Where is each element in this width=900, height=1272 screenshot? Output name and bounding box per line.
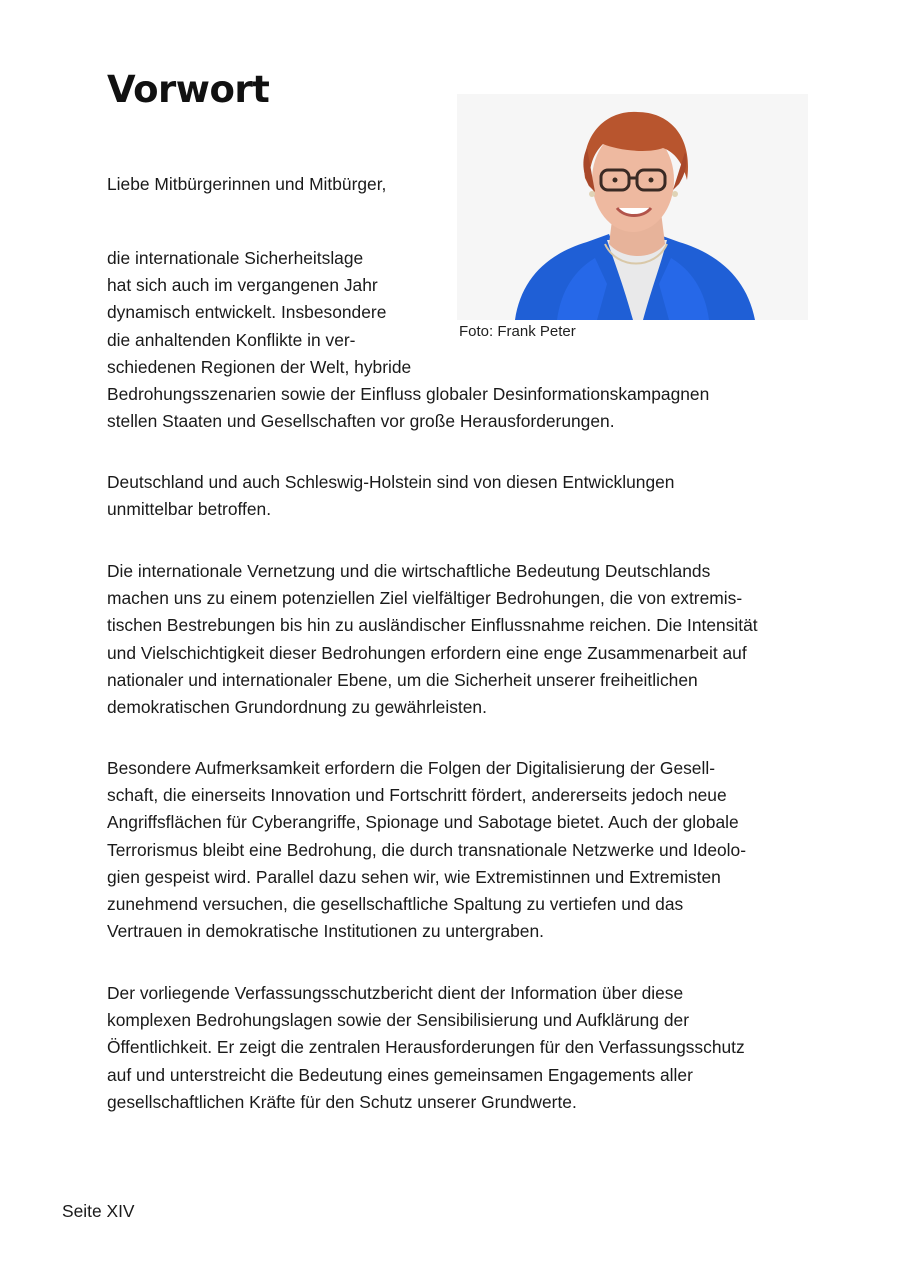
paragraph-1: [107, 245, 827, 435]
text-line: machen uns zu einem potenziellen Ziel vielfältiger Bedrohungen, die von extremis-: [107, 588, 743, 609]
text-line: Angriffsflächen für Cyberangriffe, Spionage und Sabotage bietet. Auch der globale: [107, 812, 739, 833]
text-line: die internationale Sicherheitslage: [107, 248, 364, 268]
text-line: Besondere Aufmerksamkeit erfordern die Folgen der Digitalisierung der Gesell-: [107, 758, 716, 778]
salutation: [107, 171, 827, 198]
text-line: Deutschland und auch Schleswig-Holstein sind von diesen Entwicklungen: [107, 472, 675, 492]
text-line: zunehmend versuchen, die gesellschaftliche Spaltung zu vertiefen und das: [107, 894, 684, 915]
text-line: Terrorismus bleibt eine Bedrohung, die durch transnationale Netzwerke und Ideolo-: [107, 839, 746, 860]
paragraph-3: [107, 558, 827, 721]
text-line: dynamisch entwickelt. Insbesondere: [107, 302, 387, 323]
text-line: unmittelbar betroffen.: [107, 499, 272, 520]
text-line: Bedrohungsszenarien sowie der Einfluss globaler Desinformationskampagnen: [107, 384, 710, 405]
photo-credit: Foto: Frank Peter: [459, 323, 576, 340]
text-line: gien gespeist wird. Parallel dazu sehen wir, wie Extremistinnen und Extremisten: [107, 866, 721, 887]
text-line: tischen Bestrebungen bis hin zu ausländischer Einflussnahme reichen. Die Intensität: [107, 615, 758, 636]
paragraph-4: [107, 755, 827, 945]
salutation-line: Liebe Mitbürgerinnen und Mitbürger,: [107, 174, 387, 194]
text-line: Die internationale Vernetzung und die wirtschaftliche Bedeutung Deutschlands: [107, 561, 711, 581]
text-line: und Vielschichtigkeit dieser Bedrohungen erfordern eine enge Zusammenarbeit auf: [107, 642, 747, 663]
text-line: schiedenen Regionen der Welt, hybride: [107, 356, 412, 377]
paragraph-5: [107, 980, 827, 1116]
text-line: Vertrauen in demokratische Institutionen zu untergraben.: [107, 921, 544, 942]
text-line: hat sich auch im vergangenen Jahr: [107, 275, 378, 296]
text-line: Der vorliegende Verfassungsschutzbericht dient der Information über diese: [107, 983, 684, 1003]
page-title: Vorwort: [107, 68, 270, 111]
text-line: gesellschaftlichen Kräfte für den Schutz unserer Grundwerte.: [107, 1091, 577, 1112]
paragraph-2: [107, 469, 827, 523]
text-line: schaft, die einerseits Innovation und Fortschritt fördert, andererseits jedoch neue: [107, 785, 727, 806]
text-line: die anhaltenden Konflikte in ver-: [107, 329, 356, 350]
text-line: nationaler und internationaler Ebene, um die Sicherheit unserer freiheitlichen: [107, 669, 698, 690]
text-line: demokratischen Grundordnung zu gewährleisten.: [107, 697, 487, 718]
text-line: stellen Staaten und Gesellschaften vor große Herausforderungen.: [107, 411, 615, 432]
text-line: Öffentlichkeit. Er zeigt die zentralen Herausforderungen für den Verfassungsschutz: [107, 1037, 745, 1058]
page-number: Seite XIV: [62, 1201, 135, 1221]
text-line: auf und unterstreicht die Bedeutung eines gemeinsamen Engagements aller: [107, 1064, 693, 1085]
text-line: komplexen Bedrohungslagen sowie der Sensibilisierung und Aufklärung der: [107, 1010, 689, 1031]
